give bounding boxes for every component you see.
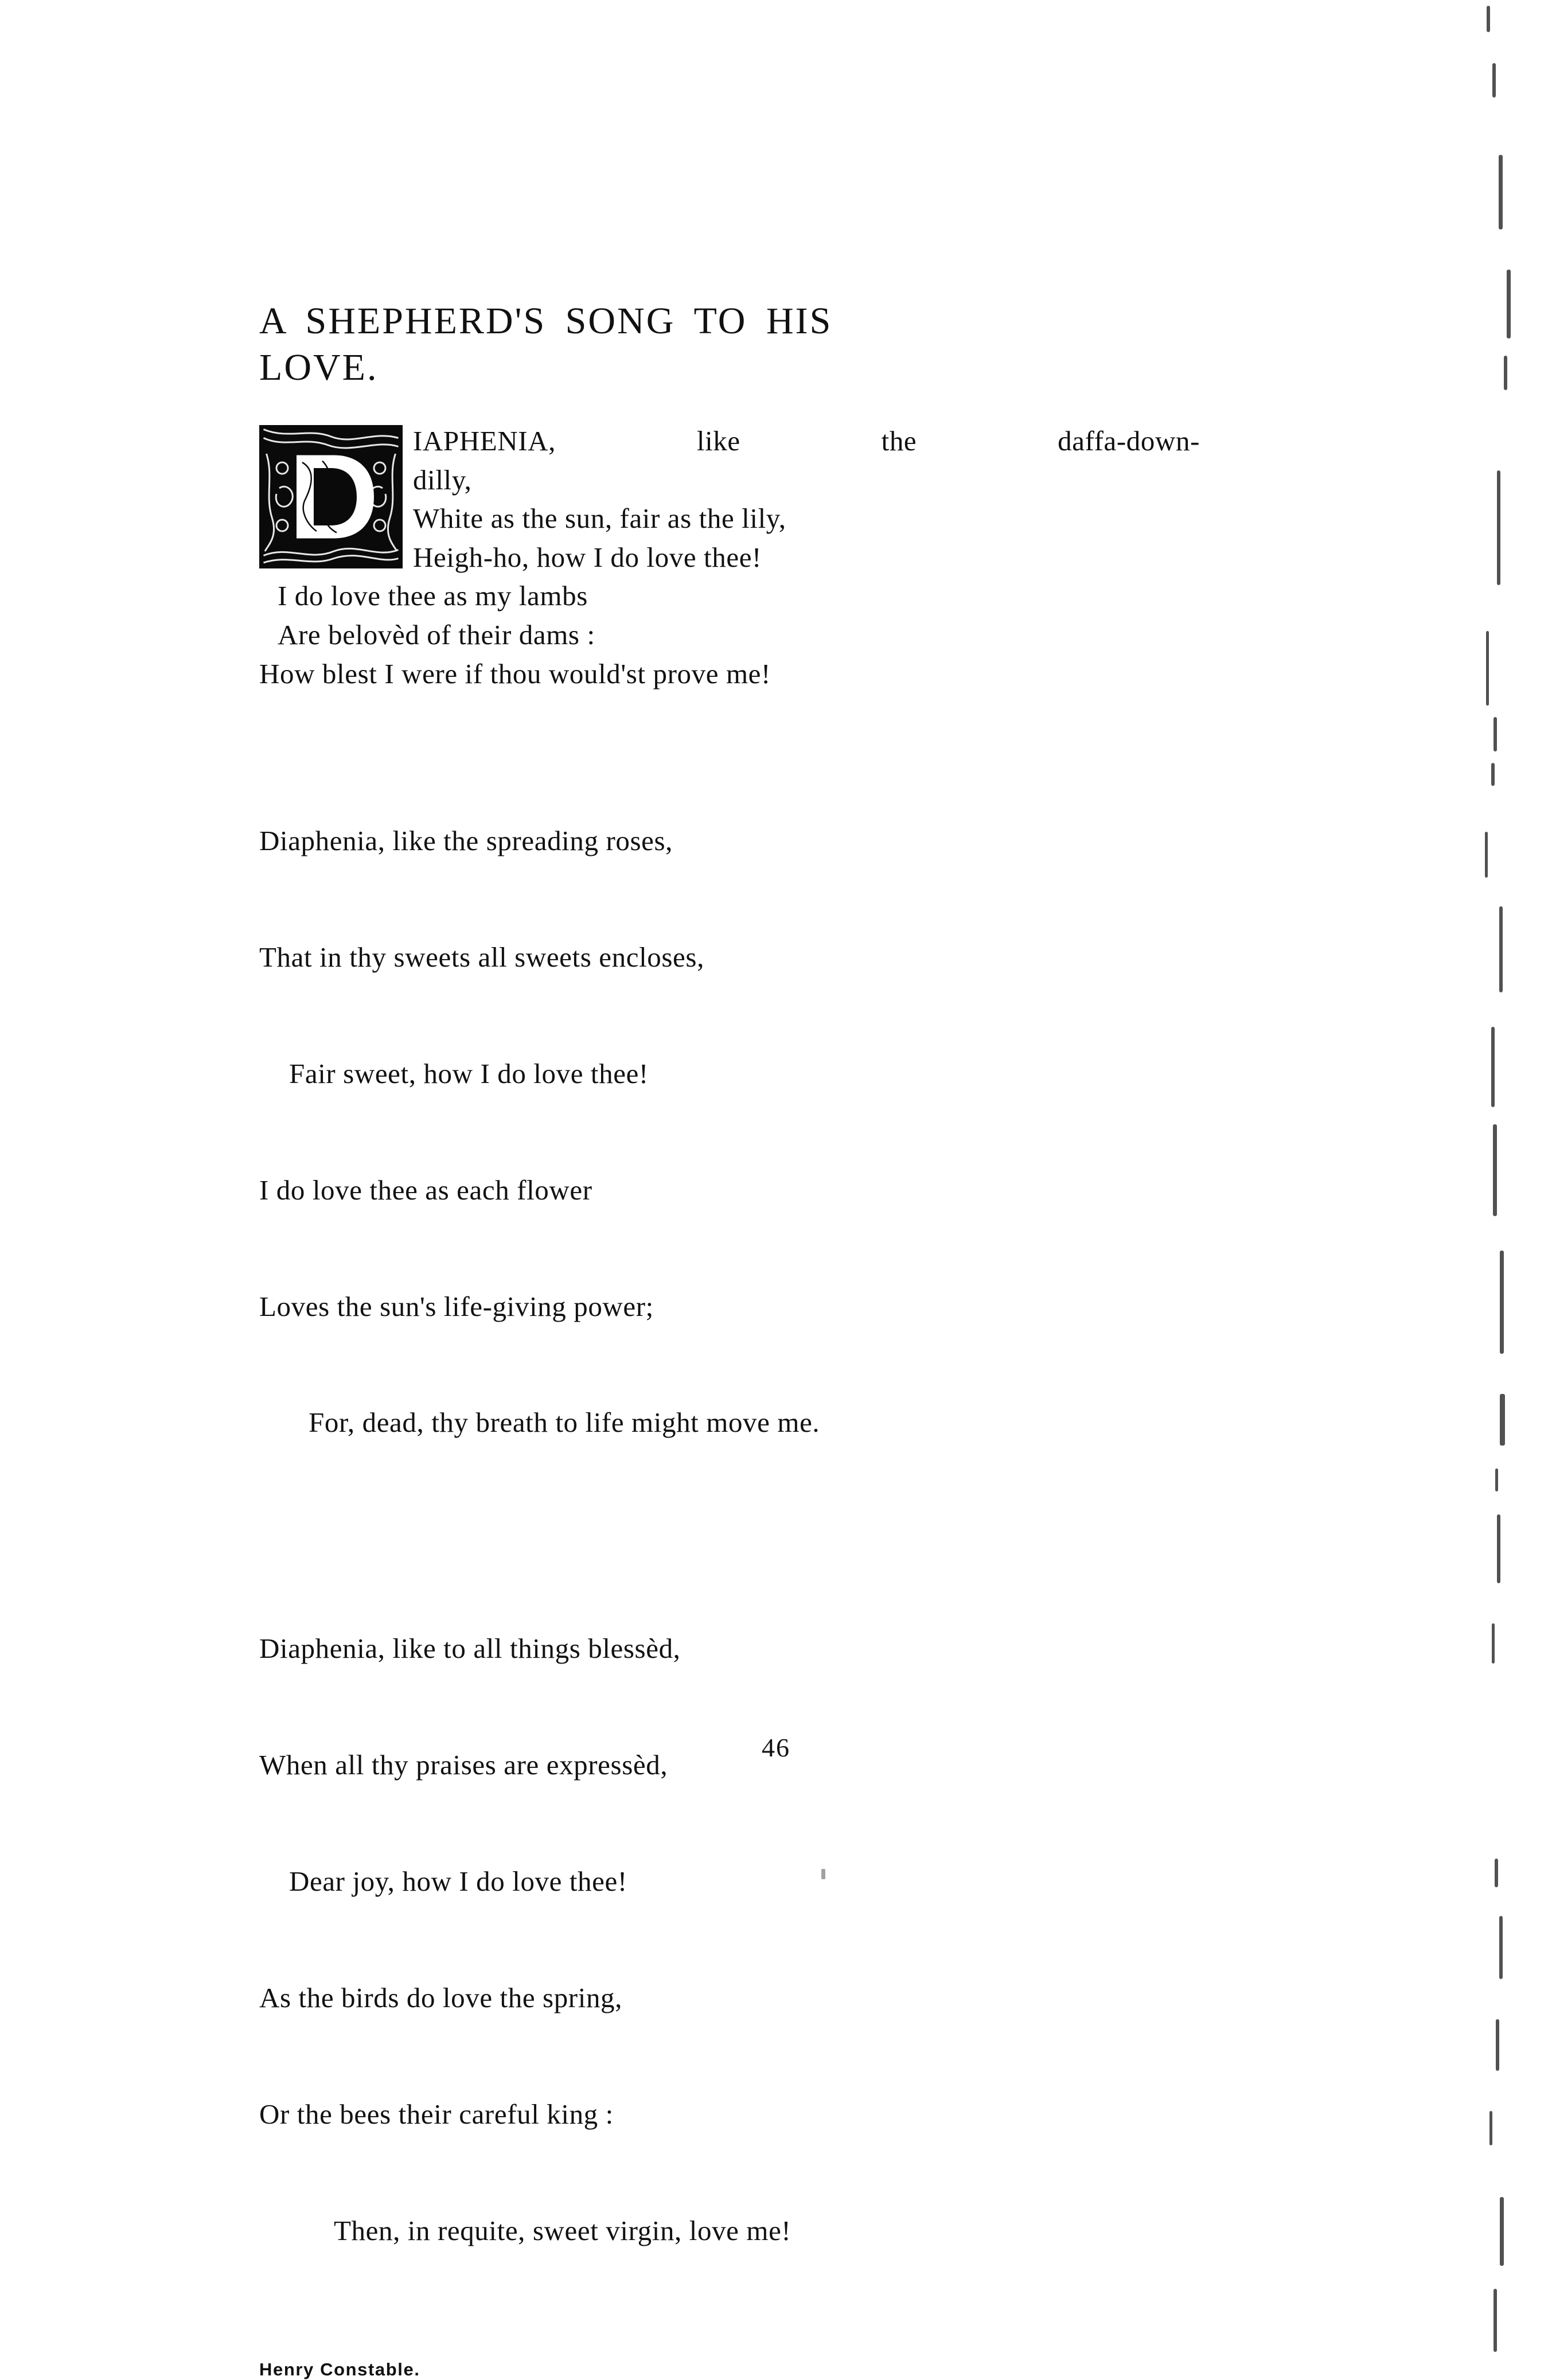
poem-line: Or the bees their careful king :	[259, 2098, 614, 2130]
poem-line: I do love thee as each flower	[259, 1174, 592, 1206]
scan-speck	[821, 1869, 825, 1879]
scan-edge-artifacts	[1437, 0, 1552, 2362]
poem-line: How blest I were if thou would'st prove me!	[259, 657, 771, 690]
drop-cap-ornamental-D	[259, 425, 403, 568]
poem-line: For, dead, thy breath to life might move me.	[309, 1407, 820, 1439]
page-title	[259, 298, 1200, 391]
poem-line: I do love thee as my lambs	[278, 580, 588, 612]
poem-line: Loves the sun's life-giving power;	[259, 1290, 654, 1322]
poem-line: Fair sweet, how I do love thee!	[289, 1057, 649, 1089]
stanza-2	[259, 744, 1200, 1520]
poem-line: When all thy praises are expressèd,	[259, 1749, 668, 1781]
title-line-2: LOVE.	[259, 346, 379, 388]
poem-line: That in thy sweets all sweets encloses,	[259, 941, 704, 973]
title-line-1: A SHEPHERD'S SONG TO HIS	[259, 300, 833, 342]
poem-line: Heigh-ho, how I do love thee!	[413, 541, 762, 573]
poem-line: IAPHENIA, like the daffa-down-	[413, 425, 1200, 457]
poem-line: Are belovèd of their dams :	[278, 619, 595, 651]
poem-line: Then, in requite, sweet virgin, love me!	[334, 2214, 791, 2246]
stanza-3	[259, 1552, 1200, 2327]
poem-line: dilly,	[413, 463, 472, 496]
poem-line: Diaphenia, like to all things blessèd,	[259, 1633, 681, 1665]
stanza-1	[259, 422, 1200, 708]
page-number: 46	[762, 1733, 790, 1762]
author-attribution: Henry Constable.	[259, 2359, 420, 2380]
poem-line: As the birds do love the spring,	[259, 1981, 622, 2013]
poem-body	[259, 298, 1200, 2380]
poem-line: Diaphenia, like the spreading roses,	[259, 825, 673, 857]
poem-line: White as the sun, fair as the lily,	[413, 503, 786, 535]
poem-line: Dear joy, how I do love thee!	[289, 1865, 627, 1898]
